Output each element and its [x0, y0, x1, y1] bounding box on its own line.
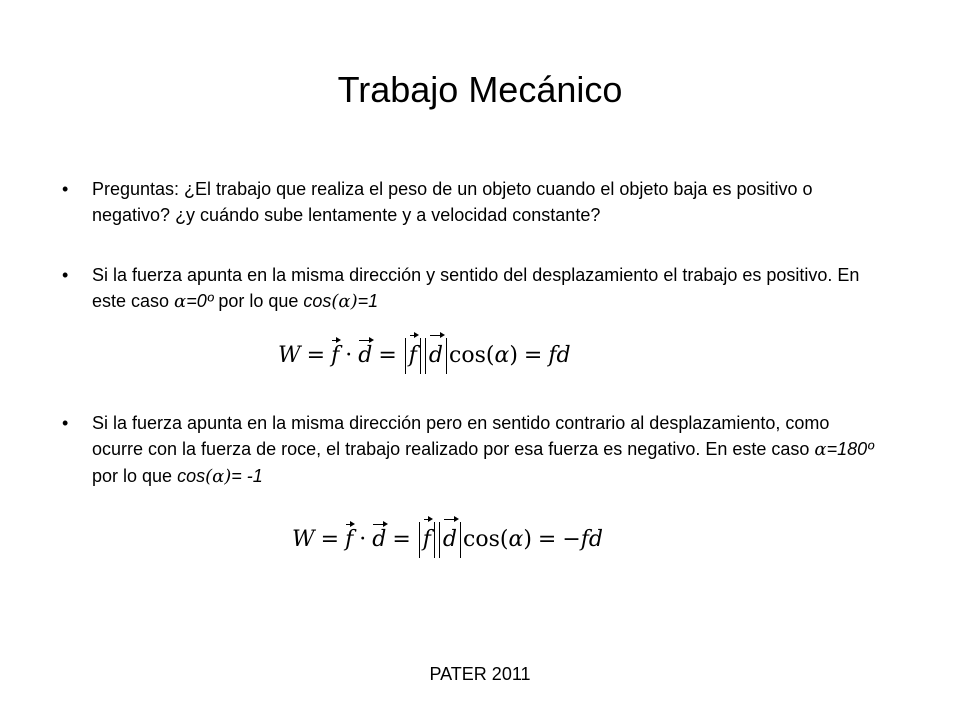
bullet-text: Preguntas: ¿El trabajo que realiza el peso de un objeto cuando el objeto baja es positivo o negativo? ¿y cuándo sube lentamente y a velocidad constante? [92, 179, 813, 225]
force-magnitude: f [405, 338, 421, 374]
alpha-symbol: α [174, 291, 187, 312]
displacement-vector: d [372, 527, 387, 552]
displacement-magnitude: d [425, 338, 447, 374]
alpha-symbol: α [814, 439, 827, 460]
page-title: Trabajo Mecánico [337, 69, 623, 110]
footer-text: PATER 2011 [429, 664, 531, 684]
work-equation-positive: W = f · d = f d cos(α) = fd [278, 338, 571, 374]
bullet-marker: • [62, 265, 69, 285]
bullet-item-1 [62, 176, 882, 228]
bullet-marker: • [62, 179, 69, 199]
bullet-marker: • [62, 413, 69, 433]
displacement-vector: d [358, 343, 373, 368]
bullet-item-2 [62, 262, 882, 315]
displacement-magnitude: d [439, 522, 461, 558]
force-magnitude: f [419, 522, 435, 558]
bullet-text: Si la fuerza apunta en la misma dirección pero en sentido contrario al desplazamiento, como ocurre con la fuerza de roce, el trabajo realizado por esa fuerza es negativo. En este caso α=180º por lo que cos(α)= -1 [92, 413, 874, 487]
work-equation-negative: W = f · d = f d cos(α) = −fd [292, 522, 603, 558]
force-vector: f [345, 527, 354, 552]
bullet-text: Si la fuerza apunta en la misma dirección y sentido del desplazamiento el trabajo es positivo. En este caso α=0º por lo que cos(α)=1 [92, 265, 860, 312]
force-vector: f [331, 343, 340, 368]
bullet-item-3 [62, 410, 882, 490]
